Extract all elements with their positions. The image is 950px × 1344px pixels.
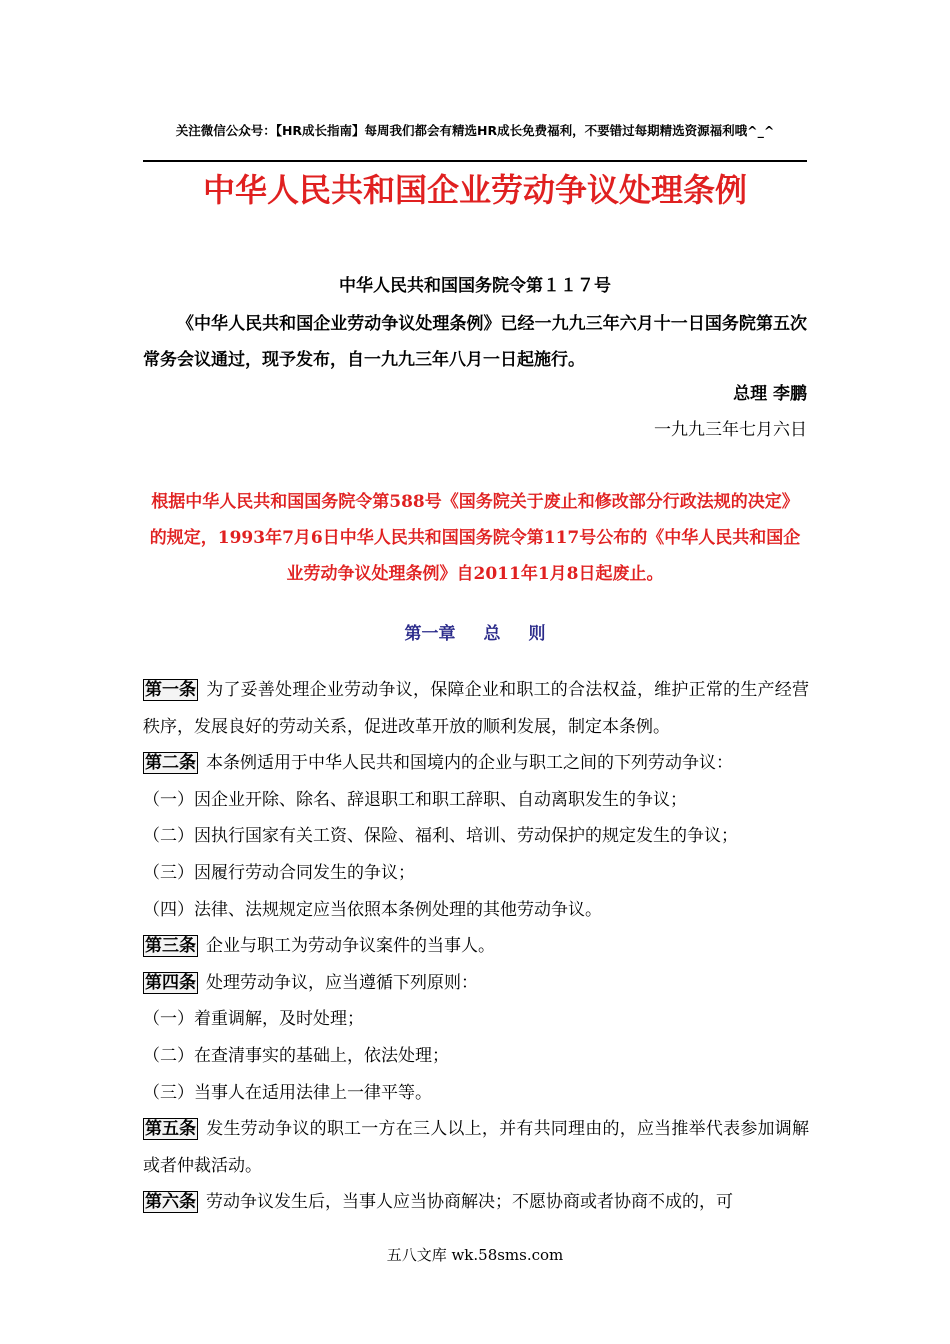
article-6	[143, 1184, 809, 1221]
header-divider	[143, 160, 807, 162]
article-2-item-3: （三）因履行劳动合同发生的争议；	[143, 862, 415, 883]
article-4-item-3: （三）当事人在适用法律上一律平等。	[143, 1082, 432, 1103]
article-4-item-1: （一）着重调解，及时处理；	[143, 1009, 364, 1030]
article-label: 第四条	[145, 972, 196, 993]
article-5	[143, 1111, 809, 1184]
article-2-item-2: （二）因执行国家有关工资、保险、福利、培训、劳动保护的规定发生的争议；	[143, 826, 738, 847]
decree-text: 《中华人民共和国企业劳动争议处理条例》已经一九九三年六月十一日国务院第五次常务会议通过，现予发布，自一九九三年八月一日起施行。	[143, 314, 807, 370]
article-label: 第一条	[145, 680, 196, 700]
article-text: 处理劳动争议，应当遵循下列原则：	[206, 972, 478, 993]
article-4	[143, 965, 809, 1002]
article-label: 第二条	[145, 753, 196, 774]
article-text: 劳动争议发生后，当事人应当协商解决；不愿协商或者协商不成的，可	[206, 1192, 733, 1213]
header-note: 关注微信公众号：【HR成长指南】每周我们都会有精选HR成长免费福利，不要错过每期精选资源福利哦^_^	[175, 123, 775, 138]
article-2-item-1: （一）因企业开除、除名、辞退职工和职工辞职、自动离职发生的争议；	[143, 789, 687, 810]
chapter-heading	[143, 620, 807, 648]
footer-watermark: 五八文库 wk.58sms.com	[386, 1246, 564, 1264]
repeal-notice: 根据中华人民共和国国务院令第588号《国务院关于废止和修改部分行政法规的决定》的规定，1993年7月6日中华人民共和国国务院令第117号公布的《中华人民共和国企业劳动争议处理条例》自2011年1月8日起废止。	[149, 492, 801, 584]
decree-number: 中华人民共和国国务院令第１１７号	[339, 276, 611, 296]
article-text: 企业与职工为劳动争议案件的当事人。	[206, 936, 495, 957]
article-4-item-2: （二）在查清事实的基础上，依法处理；	[143, 1045, 449, 1066]
signer: 总理 李鹏	[733, 384, 807, 404]
article-3	[143, 928, 809, 965]
article-text: 发生劳动争议的职工一方在三人以上，并有共同理由的，应当推举代表参加调解或者仲裁活动。	[143, 1119, 809, 1176]
chapter-name-part2: 则	[528, 624, 546, 644]
article-2	[143, 745, 809, 782]
article-label: 第六条	[145, 1192, 196, 1213]
article-text: 为了妥善处理企业劳动争议，保障企业和职工的合法权益，维护正常的生产经营秩序，发展良好的劳动关系，促进改革开放的顺利发展，制定本条例。	[143, 680, 809, 737]
sign-date: 一九九三年七月六日	[654, 420, 807, 440]
article-2-item-4: （四）法律、法规规定应当依照本条例处理的其他劳动争议。	[143, 899, 602, 920]
document-title: 中华人民共和国企业劳动争议处理条例	[202, 171, 747, 209]
article-label: 第三条	[145, 936, 196, 957]
articles-body	[143, 672, 809, 1221]
article-1	[143, 672, 809, 745]
chapter-name-part1: 总	[483, 624, 501, 644]
article-label: 第五条	[145, 1119, 196, 1140]
chapter-number: 第一章	[404, 624, 456, 644]
article-text: 本条例适用于中华人民共和国境内的企业与职工之间的下列劳动争议：	[206, 753, 733, 774]
